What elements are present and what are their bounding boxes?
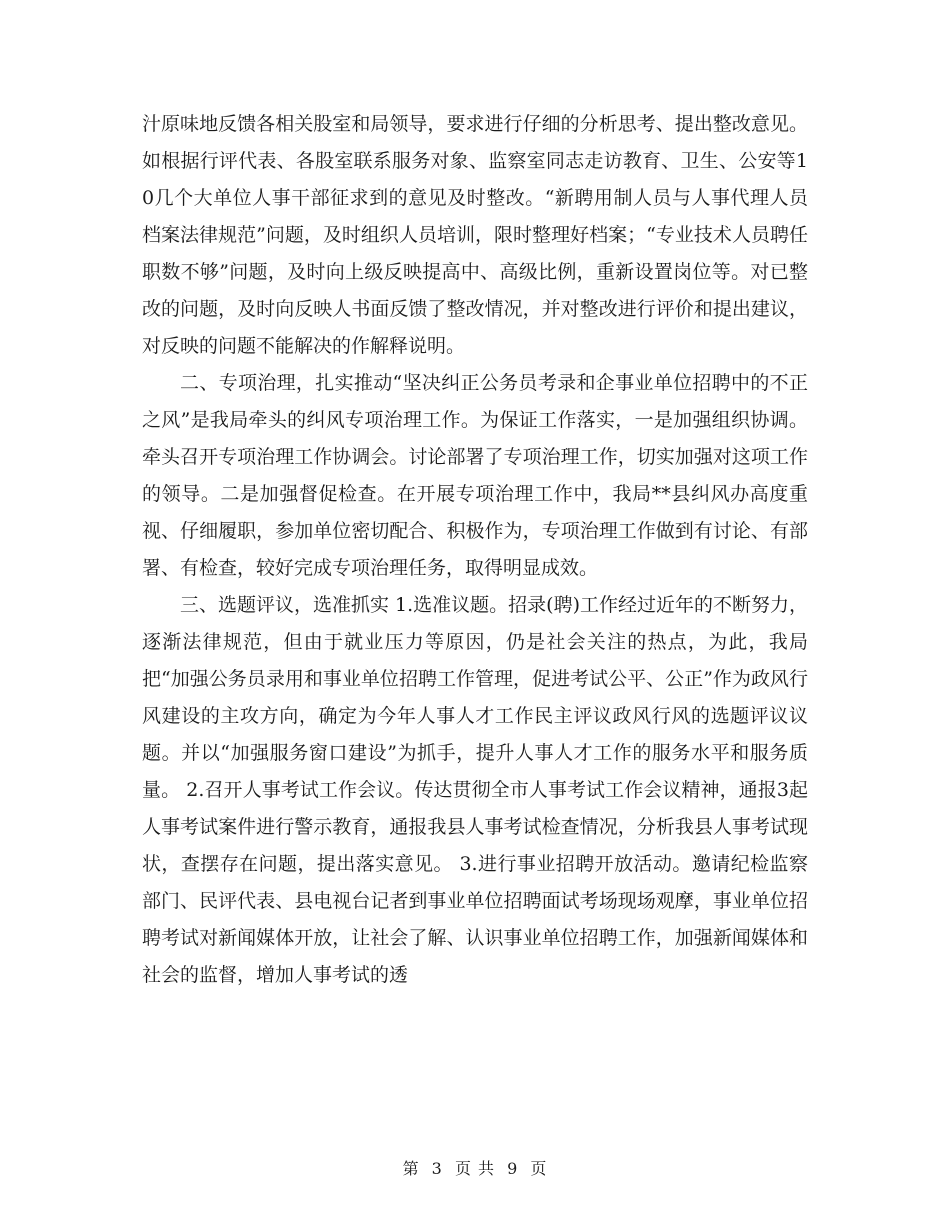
footer-prefix: 第 (402, 1159, 420, 1178)
current-page-number: 3 (431, 1159, 443, 1178)
paragraph-2: 二、专项治理，扎实推动“坚决纠正公务员考录和企事业单位招聘中的不正之风”是我局牵头的纠风专项治理工作。为保证工作落实，一是加强组织协调。牵头召开专项治理工作协调会。讨论部署了专项治理工作，切实加强对这项工作的领导。二是加强督促检查。在开展专项治理工作中，我局**县纠风办高度重视、仔细履职，参加单位密切配合、积极作为，专项治理工作做到有讨论、有部署、有检查，较好完成专项治理任务，取得明显成效。 (142, 372, 808, 579)
footer-middle: 页 共 (454, 1159, 496, 1178)
body-text (142, 106, 808, 994)
total-page-number: 9 (507, 1159, 519, 1178)
paragraph-3: 三、选题评议，选准抓实 1.选准议题。招录(聘)工作经过近年的不断努力，逐渐法律规范，但由于就业压力等原因，仍是社会关注的热点，为此，我局把“加强公务员录用和事业单位招聘工作管理，促进考试公平、公正”作为政风行风建设的主攻方向，确定为今年人事人才工作民主评议政风行风的选题评议议题。并以“加强服务窗口建设”为抓手，提升人事人才工作的服务水平和服务质量。 2.召开人事考试工作会议。传达贯彻全市人事考试工作会议精神，通报3起人事考试案件进行警示教育，通报我县人事考试检查情况，分析我县人事考试现状，查摆存在问题，提出落实意见。 3.进行事业招聘开放活动。邀请纪检监察部门、民评代表、县电视台记者到事业单位招聘面试考场现场观摩，事业单位招聘考试对新闻媒体开放，让社会了解、认识事业单位招聘工作，加强新闻媒体和社会的监督，增加人事考试的透 (142, 594, 808, 986)
paragraph-1: 汁原味地反馈各相关股室和局领导，要求进行仔细的分析思考、提出整改意见。如根据行评代表、各股室联系服务对象、监察室同志走访教育、卫生、公安等10几个大单位人事干部征求到的意见及时整改。“新聘用制人员与人事代理人员档案法律规范”问题，及时组织人员培训，限时整理好档案；“专业技术人员聘任职数不够”问题，及时向上级反映提高中、高级比例，重新设置岗位等。对已整改的问题，及时向反映人书面反馈了整改情况，并对整改进行评价和提出建议，对反映的问题不能解决的作解释说明。 (142, 113, 808, 357)
footer-suffix: 页 (530, 1159, 548, 1178)
page-footer (0, 1156, 950, 1179)
